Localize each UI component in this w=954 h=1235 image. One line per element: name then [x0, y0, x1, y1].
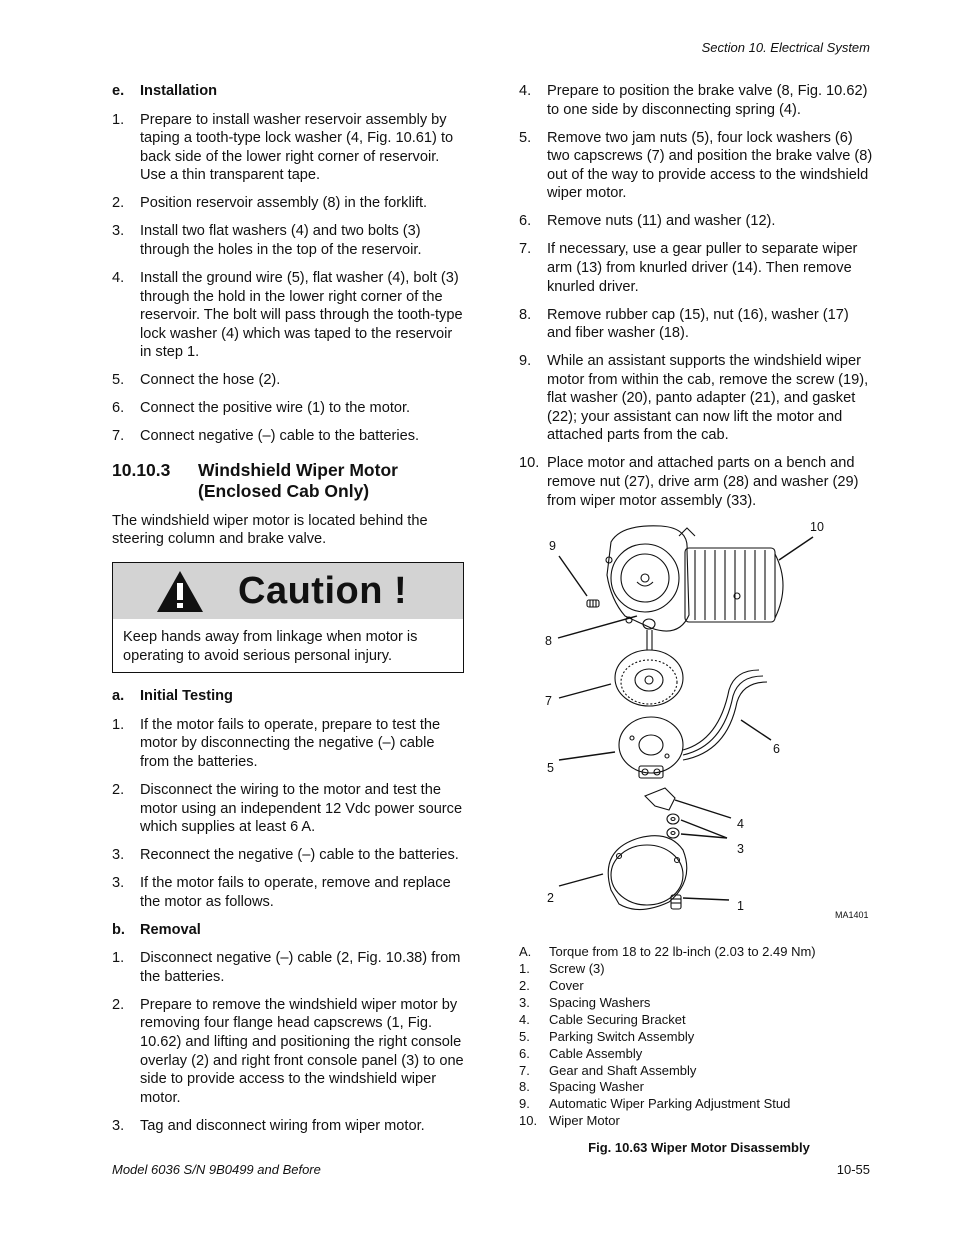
- caution-title: Caution !: [238, 569, 408, 612]
- list-item: 7. If necessary, use a gear puller to separate wiper arm (13) from knurled driver (14). Then remove knurled driver.: [519, 241, 858, 295]
- footer-page-number: 10-55: [836, 1162, 870, 1177]
- legend-item: 1. Screw (3): [519, 961, 605, 977]
- installation-heading: e. Installation: [112, 83, 218, 99]
- list-item: 3. Install two flat washers (4) and two bolts (3) through the holes in the top of the reservoir.: [112, 223, 422, 258]
- callout-1: 1: [737, 899, 744, 914]
- list-item: 6. Connect the positive wire (1) to the motor.: [112, 400, 411, 417]
- list-item: 5. Connect the hose (2).: [112, 372, 281, 389]
- list-item: 2. Prepare to remove the windshield wiper motor by removing four flange head capscrews (1, Fig. 10.62) and lifting and positioning the right console overlay (2) and right front console panel (3) to one side to provide access to the windshield wiper motor.: [112, 996, 464, 1106]
- wiper-motor-figure: [519, 520, 873, 944]
- list-item: 8. Remove rubber cap (15), nut (16), washer (17) and fiber washer (18).: [519, 306, 849, 342]
- legend-item: 7. Gear and Shaft Assembly: [519, 1062, 697, 1078]
- figure-code: MA1401: [835, 910, 869, 921]
- warning-triangle-icon: [155, 569, 205, 614]
- caution-text: Keep hands away from linkage when motor is operating to avoid serious personal injury.: [123, 629, 418, 664]
- legend-item: A. Torque from 18 to 22 lb-inch (2.03 to 2.49 Nm): [519, 944, 816, 960]
- list-item: 3. Reconnect the negative (–) cable to the batteries.: [112, 847, 459, 864]
- removal-steps-left: [112, 949, 464, 1135]
- removal-steps-right: [519, 82, 873, 510]
- installation-steps: [112, 111, 464, 446]
- legend-item: 2. Cover: [519, 978, 584, 994]
- footer-model: Model 6036 S/N 9B0499 and Before: [112, 1162, 321, 1177]
- caution-band: [113, 563, 463, 619]
- page-header: Section 10. Electrical System: [701, 40, 870, 55]
- section-intro: The windshield wiper motor is located behind the steering column and brake valve.: [112, 512, 428, 548]
- callout-8: 8: [545, 634, 552, 649]
- callout-2: 2: [547, 891, 554, 906]
- figure-legend: [519, 944, 873, 1130]
- removal-heading: b. Removal: [112, 921, 201, 938]
- list-item: 1. If the motor fails to operate, prepare to test the motor by disconnecting the negative (–) cable from the batteries.: [112, 716, 441, 770]
- callout-labels: [519, 520, 873, 944]
- list-item: 1. Prepare to install washer reservoir assembly by taping a tooth-type lock washer (4, Fig. 10.61) to back side of the lower right corner of reservoir. Use a thin transparent tape.: [112, 111, 454, 184]
- list-item: 2. Position reservoir assembly (8) in the forklift.: [112, 195, 428, 212]
- legend-item: 8. Spacing Washer: [519, 1079, 644, 1095]
- list-item: 3. Tag and disconnect wiring from wiper motor.: [112, 1117, 425, 1134]
- list-item: 7. Connect negative (–) cable to the batteries.: [112, 428, 420, 445]
- list-item: 10. Place motor and attached parts on a bench and remove nut (27), drive arm (28) and washer (29) from wiper motor assembly (33).: [519, 455, 859, 509]
- legend-item: 9. Automatic Wiper Parking Adjustment Stud: [519, 1096, 791, 1112]
- section-heading: 10.10.3 Windshield Wiper Motor (Enclosed Cab Only): [112, 460, 464, 502]
- callout-10: 10: [810, 520, 824, 535]
- list-item: 9. While an assistant supports the windshield wiper motor from within the cab, remove the screw (19), flat washer (20), panto adapter (21), and gasket (22); your assistant can now lift the motor and attached parts from the cab.: [519, 353, 869, 444]
- figure-caption: Fig. 10.63 Wiper Motor Disassembly: [588, 1140, 810, 1156]
- list-item: 1. Disconnect negative (–) cable (2, Fig. 10.38) from the batteries.: [112, 950, 461, 985]
- list-item: 4. Prepare to position the brake valve (8, Fig. 10.62) to one side by disconnecting spring (4).: [519, 83, 868, 118]
- legend-item: 10. Wiper Motor: [519, 1113, 620, 1129]
- legend-item: 5. Parking Switch Assembly: [519, 1028, 695, 1044]
- list-item: 5. Remove two jam nuts (5), four lock washers (6) two capscrews (7) and position the brake valve (8) out of the way to provide access to the windshield wiper motor.: [519, 129, 873, 202]
- caution-box: [112, 562, 464, 673]
- list-item: 4. Install the ground wire (5), flat washer (4), bolt (3) through the hold in the lower right corner of the reservoir. The bolt will pass through the tooth-type lock washer (4) which was taped to the reservoir in step 1.: [112, 269, 463, 361]
- callout-6: 6: [773, 742, 780, 757]
- legend-item: 6. Cable Assembly: [519, 1045, 643, 1061]
- legend-item: 4. Cable Securing Bracket: [519, 1011, 686, 1027]
- callout-5: 5: [547, 761, 554, 776]
- left-column: [112, 82, 464, 1145]
- callout-3: 3: [737, 842, 744, 857]
- callout-7: 7: [545, 694, 552, 709]
- list-item: 3. If the motor fails to operate, remove and replace the motor as follows.: [112, 875, 451, 910]
- callout-9: 9: [549, 539, 556, 554]
- testing-heading: a. Initial Testing: [112, 688, 233, 705]
- testing-steps: [112, 716, 464, 912]
- callout-4: 4: [737, 817, 744, 832]
- list-item: 2. Disconnect the wiring to the motor and test the motor using an independent 12 Vdc power source which supplies at least 6 A.: [112, 781, 463, 836]
- legend-item: 3. Spacing Washers: [519, 994, 651, 1010]
- section-title: Windshield Wiper Motor (Enclosed Cab Only): [198, 459, 398, 501]
- list-item: 6. Remove nuts (11) and washer (12).: [519, 213, 776, 230]
- right-column: [519, 82, 873, 1158]
